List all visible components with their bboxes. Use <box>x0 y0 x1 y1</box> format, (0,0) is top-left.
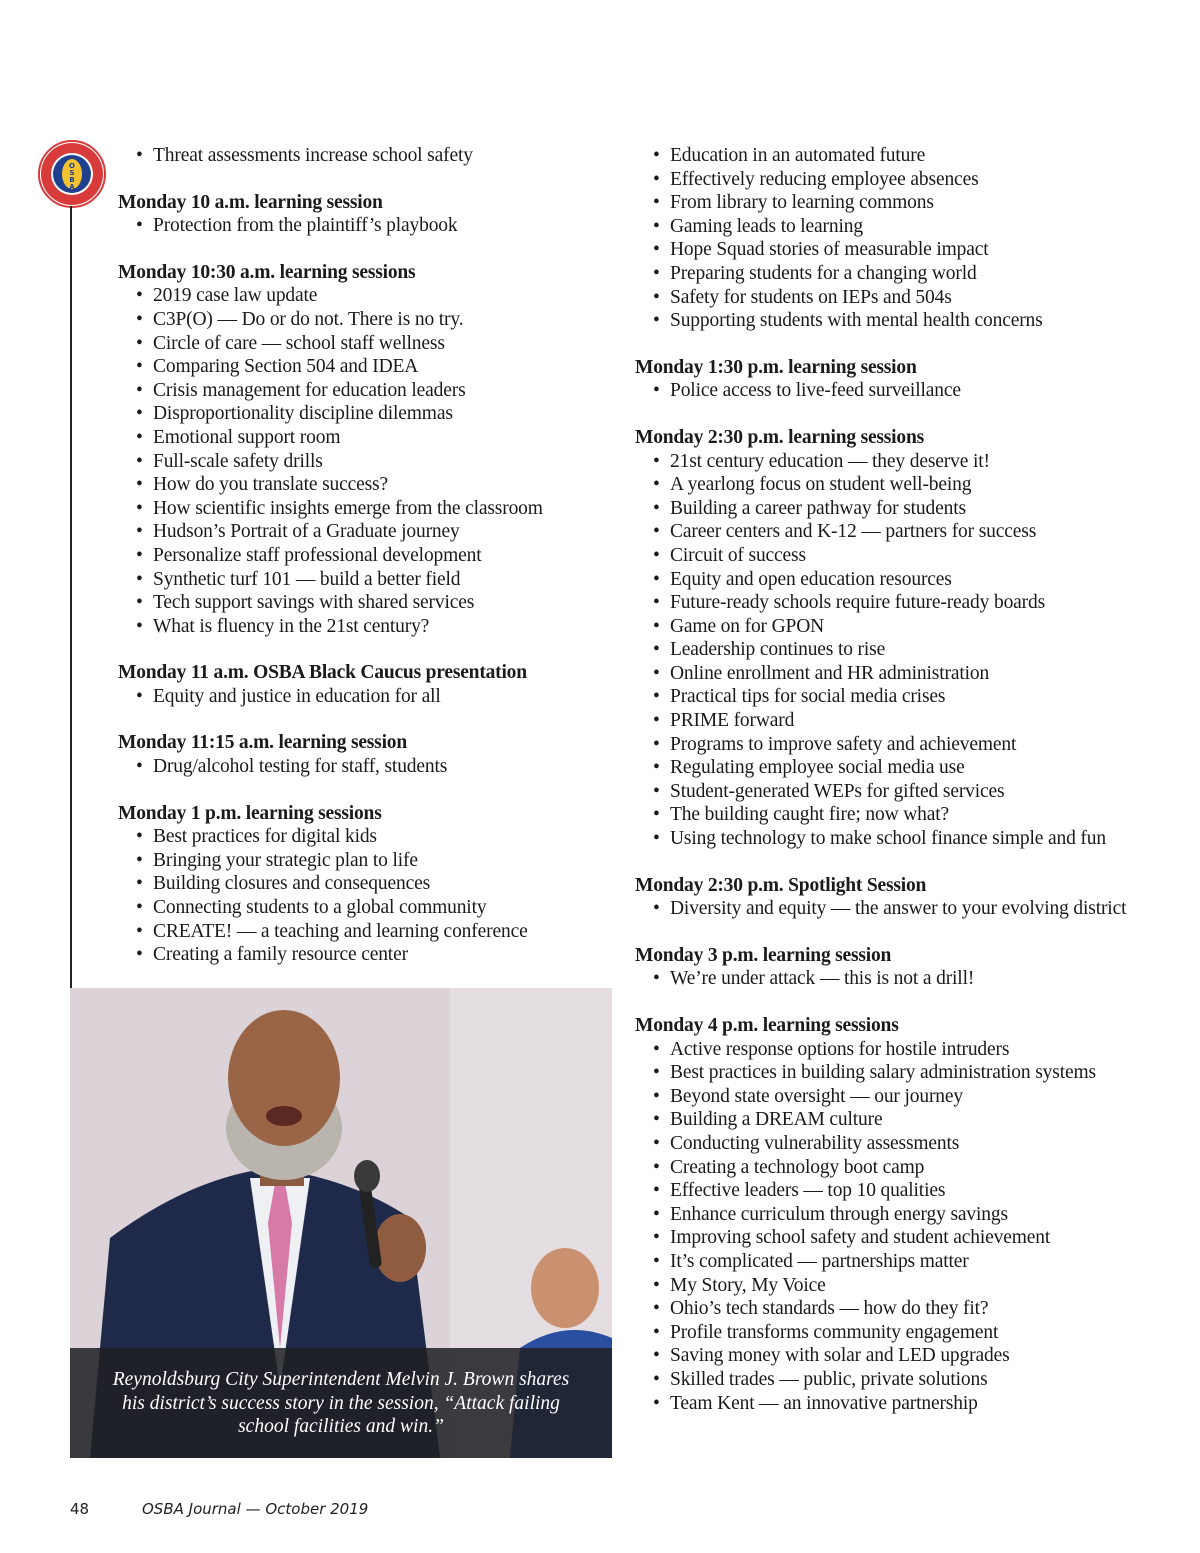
session-item: • Gaming leads to learning <box>635 215 1155 239</box>
session-item: • From library to learning commons <box>635 191 1155 215</box>
session-item: • 2019 case law update <box>118 284 618 308</box>
session-item: • Synthetic turf 101 — build a better field <box>118 568 618 592</box>
osba-seal-logo <box>38 140 106 208</box>
session-list <box>118 825 618 967</box>
session-item: • Creating a family resource center <box>118 943 618 967</box>
session-item: • PRIME forward <box>635 709 1155 733</box>
session-item: • Active response options for hostile intruders <box>635 1038 1155 1062</box>
session-item: • Profile transforms community engagement <box>635 1321 1155 1345</box>
session-heading: Monday 10:30 a.m. learning sessions <box>118 261 416 283</box>
session-item: • Career centers and K-12 — partners for success <box>635 520 1155 544</box>
session-item: • 21st century education — they deserve it! <box>635 450 1155 474</box>
session-item: • Saving money with solar and LED upgrades <box>635 1344 1155 1368</box>
session-item: • It’s complicated — partnerships matter <box>635 1250 1155 1274</box>
session-item: • Practical tips for social media crises <box>635 685 1155 709</box>
session-list <box>118 755 618 779</box>
session-item: • Threat assessments increase school safety <box>118 144 618 168</box>
session-item: • Disproportionality discipline dilemmas <box>118 402 618 426</box>
page-footer <box>70 1500 369 1518</box>
session-item: • Circle of care — school staff wellness <box>118 332 618 356</box>
session-item: • The building caught fire; now what? <box>635 803 1155 827</box>
session-list <box>118 144 618 168</box>
session-item: • Equity and justice in education for all <box>118 685 618 709</box>
session-heading: Monday 10 a.m. learning session <box>118 191 383 213</box>
session-item: • Best practices in building salary administration systems <box>635 1061 1155 1085</box>
session-item: • Best practices for digital kids <box>118 825 618 849</box>
session-heading: Monday 1 p.m. learning sessions <box>118 802 382 824</box>
session-item: • Hudson’s Portrait of a Graduate journey <box>118 520 618 544</box>
session-item: • Programs to improve safety and achievement <box>635 733 1155 757</box>
page-number: 48 <box>70 1500 90 1518</box>
session-list <box>118 685 618 709</box>
session-item: • Effectively reducing employee absences <box>635 168 1155 192</box>
session-item: • How scientific insights emerge from the classroom <box>118 497 618 521</box>
session-group <box>635 356 1155 403</box>
session-group <box>118 731 618 778</box>
session-group <box>635 1014 1155 1415</box>
session-item: • Building closures and consequences <box>118 872 618 896</box>
session-item: • Leadership continues to rise <box>635 638 1155 662</box>
session-heading: Monday 2:30 p.m. Spotlight Session <box>635 874 927 896</box>
session-heading: Monday 11 a.m. OSBA Black Caucus presentation <box>118 662 527 684</box>
session-item: • Police access to live-feed surveillance <box>635 379 1155 403</box>
session-item: • Future-ready schools require future-ready boards <box>635 591 1155 615</box>
session-group <box>635 144 1155 333</box>
left-column <box>118 144 618 990</box>
session-item: • Regulating employee social media use <box>635 756 1155 780</box>
session-heading: Monday 1:30 p.m. learning session <box>635 356 917 378</box>
session-item: • Online enrollment and HR administration <box>635 662 1155 686</box>
session-item: • Crisis management for education leaders <box>118 379 618 403</box>
session-list <box>118 214 618 238</box>
session-item: • C3P(O) — Do or do not. There is no try. <box>118 308 618 332</box>
session-item: • Protection from the plaintiff’s playbook <box>118 214 618 238</box>
session-item: • Conducting vulnerability assessments <box>635 1132 1155 1156</box>
session-group <box>635 426 1155 851</box>
session-item: • Drug/alcohol testing for staff, students <box>118 755 618 779</box>
speaker-photo <box>70 988 612 1458</box>
session-item: • Building a career pathway for students <box>635 497 1155 521</box>
session-item: • Supporting students with mental health concerns <box>635 309 1155 333</box>
session-group <box>118 661 618 708</box>
session-list <box>635 379 1155 403</box>
session-item: • Diversity and equity — the answer to your evolving district <box>635 897 1155 921</box>
session-item: • Team Kent — an innovative partnership <box>635 1392 1155 1416</box>
session-heading: Monday 11:15 a.m. learning session <box>118 732 407 754</box>
session-item: • My Story, My Voice <box>635 1274 1155 1298</box>
session-item: • Equity and open education resources <box>635 568 1155 592</box>
session-item: • Emotional support room <box>118 426 618 450</box>
session-item: • Tech support savings with shared services <box>118 591 618 615</box>
session-item: • Personalize staff professional development <box>118 544 618 568</box>
session-item: • Creating a technology boot camp <box>635 1156 1155 1180</box>
session-item: • Game on for GPON <box>635 615 1155 639</box>
session-item: • Comparing Section 504 and IDEA <box>118 355 618 379</box>
session-item: • Connecting students to a global community <box>118 896 618 920</box>
session-list <box>635 897 1155 921</box>
session-item: • We’re under attack — this is not a drill! <box>635 967 1155 991</box>
session-item: • What is fluency in the 21st century? <box>118 615 618 639</box>
session-item: • Full-scale safety drills <box>118 450 618 474</box>
session-group <box>635 944 1155 991</box>
session-item: • Safety for students on IEPs and 504s <box>635 286 1155 310</box>
session-item: • Enhance curriculum through energy savings <box>635 1203 1155 1227</box>
session-list <box>635 450 1155 851</box>
session-item: • Bringing your strategic plan to life <box>118 849 618 873</box>
session-item: • Building a DREAM culture <box>635 1108 1155 1132</box>
journal-title: OSBA Journal — October 2019 <box>142 1500 369 1518</box>
photo-caption: Reynoldsburg City Superintendent Melvin J. Brown shares his district’s success story in the session, “Attack failing school facilities and win.” <box>70 1348 612 1458</box>
session-list <box>118 284 618 638</box>
session-group <box>635 874 1155 921</box>
session-list <box>635 967 1155 991</box>
session-item: • Ohio’s tech standards — how do they fit? <box>635 1297 1155 1321</box>
svg-text:S: S <box>69 169 75 177</box>
session-list <box>635 144 1155 333</box>
session-heading: Monday 3 p.m. learning session <box>635 944 892 966</box>
session-item: • Using technology to make school finance simple and fun <box>635 827 1155 851</box>
svg-text:A: A <box>69 183 75 191</box>
session-heading: Monday 2:30 p.m. learning sessions <box>635 426 924 448</box>
svg-text:B: B <box>69 176 75 184</box>
session-item: • Hope Squad stories of measurable impact <box>635 238 1155 262</box>
right-column <box>635 144 1155 1438</box>
session-item: • Skilled trades — public, private solutions <box>635 1368 1155 1392</box>
session-item: • Education in an automated future <box>635 144 1155 168</box>
svg-text:O: O <box>69 162 75 170</box>
session-item: • Student-generated WEPs for gifted services <box>635 780 1155 804</box>
session-group <box>118 802 618 967</box>
session-item: • Circuit of success <box>635 544 1155 568</box>
session-item: • How do you translate success? <box>118 473 618 497</box>
session-item: • Effective leaders — top 10 qualities <box>635 1179 1155 1203</box>
session-item: • Preparing students for a changing world <box>635 262 1155 286</box>
session-group <box>118 261 618 639</box>
session-item: • Improving school safety and student achievement <box>635 1226 1155 1250</box>
session-group <box>118 144 618 168</box>
session-list <box>635 1038 1155 1416</box>
session-item: • CREATE! — a teaching and learning conference <box>118 920 618 944</box>
session-item: • Beyond state oversight — our journey <box>635 1085 1155 1109</box>
session-heading: Monday 4 p.m. learning sessions <box>635 1015 899 1036</box>
session-item: • A yearlong focus on student well-being <box>635 473 1155 497</box>
session-group <box>118 191 618 238</box>
